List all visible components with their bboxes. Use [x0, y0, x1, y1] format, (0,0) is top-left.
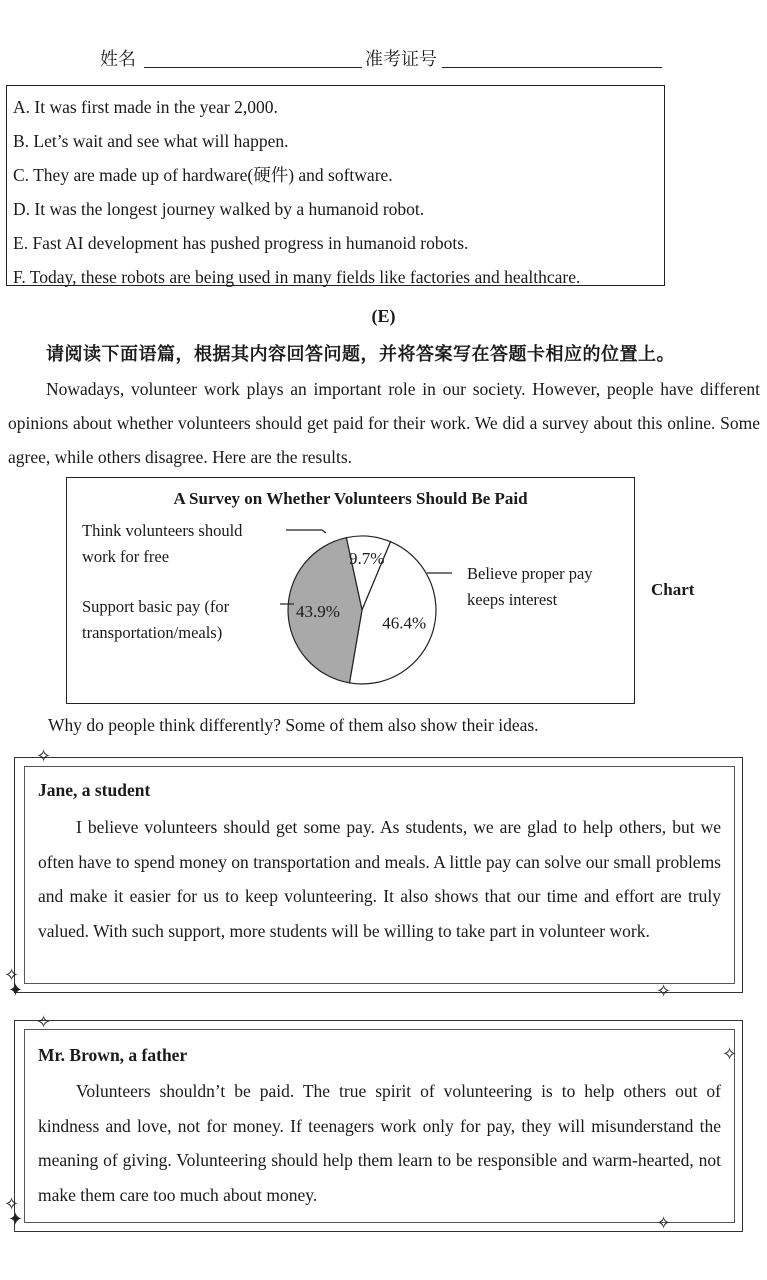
pie-value-basic: 43.9%	[296, 602, 340, 621]
reading-instruction: 请阅读下面语篇，根据其内容回答问题，并将答案写在答题卡相应的位置上。	[46, 344, 675, 365]
legend-label-free-line1: Think volunteers should	[82, 521, 243, 540]
name-label: 姓名	[100, 49, 136, 69]
option-e: E. Fast AI development has pushed progress in humanoid robots.	[13, 233, 469, 253]
legend-label-free-line2: work for free	[82, 547, 170, 566]
leader-line-free	[286, 530, 326, 533]
card-brown-body: Volunteers shouldn’t be paid. The true spirit of volunteering is to help others out of kindness and love, not for money. If teenagers work only for pay, they will misunderstand the meaning of giving. Volunteering should help them learn to be responsible and warm-hearted, not make them care too much about money.	[38, 1081, 721, 1205]
option-a: A. It was first made in the year 2,000.	[13, 97, 278, 117]
exam-number-blank-line	[442, 67, 662, 68]
option-b: B. Let’s wait and see what will happen.	[13, 131, 289, 151]
sparkle-icon: ✧	[36, 1012, 52, 1032]
option-d: D. It was the longest journey walked by a humanoid robot.	[13, 199, 425, 219]
legend-label-proper-line2: keeps interest	[467, 590, 558, 609]
pie-chart	[66, 477, 635, 704]
legend-label-basic-line2: transportation/meals)	[82, 623, 223, 642]
exam-number-label: 准考证号	[365, 49, 437, 69]
option-f: F. Today, these robots are being used in many fields like factories and healthcare.	[13, 267, 581, 287]
legend-label-proper-line1: Believe proper pay	[467, 564, 593, 583]
pie-value-proper: 46.4%	[382, 613, 427, 633]
transition-question: Why do people think differently? Some of them also show their ideas.	[48, 715, 539, 735]
sparkle-icon: ✧	[722, 1044, 738, 1064]
option-c: C. They are made up of hardware(硬件) and software.	[13, 165, 393, 185]
name-blank-line	[144, 67, 362, 68]
card-jane-body: I believe volunteers should get some pay. As students, we are glad to help others, but we often have to spend money on transportation and meals. A little pay can solve our small problems and make it easier for us to keep volunteering. It also shows that our time and effort are truly valued. With such support, more students will be willing to take part in volunteer work.	[38, 817, 721, 941]
sparkle-icon: ✦	[8, 980, 24, 1000]
sparkle-icon: ✧	[36, 746, 52, 766]
sparkle-icon: ✧	[4, 965, 20, 985]
chart-title: A Survey on Whether Volunteers Should Be Paid	[173, 489, 528, 508]
card-brown-name: Mr. Brown, a father	[38, 1045, 188, 1065]
sparkle-icon: ✧	[656, 981, 672, 1001]
sparkle-icon: ✦	[8, 1209, 24, 1229]
section-letter: (E)	[371, 306, 396, 326]
sparkle-icon: ✧	[4, 1194, 20, 1214]
card-jane-name: Jane, a student	[38, 780, 151, 800]
legend-label-basic-line1: Support basic pay (for	[82, 597, 230, 616]
sparkle-icon: ✧	[656, 1213, 672, 1233]
options-box	[6, 85, 665, 286]
intro-paragraph: Nowadays, volunteer work plays an important role in our society. However, people have different opinions about whether volunteers should get paid for their work. We did a survey about this online. Some agree, while others disagree. Here are the results.	[8, 379, 760, 467]
pie-value-free: 9.7%	[348, 549, 385, 569]
chart-caption: Chart	[651, 580, 695, 599]
